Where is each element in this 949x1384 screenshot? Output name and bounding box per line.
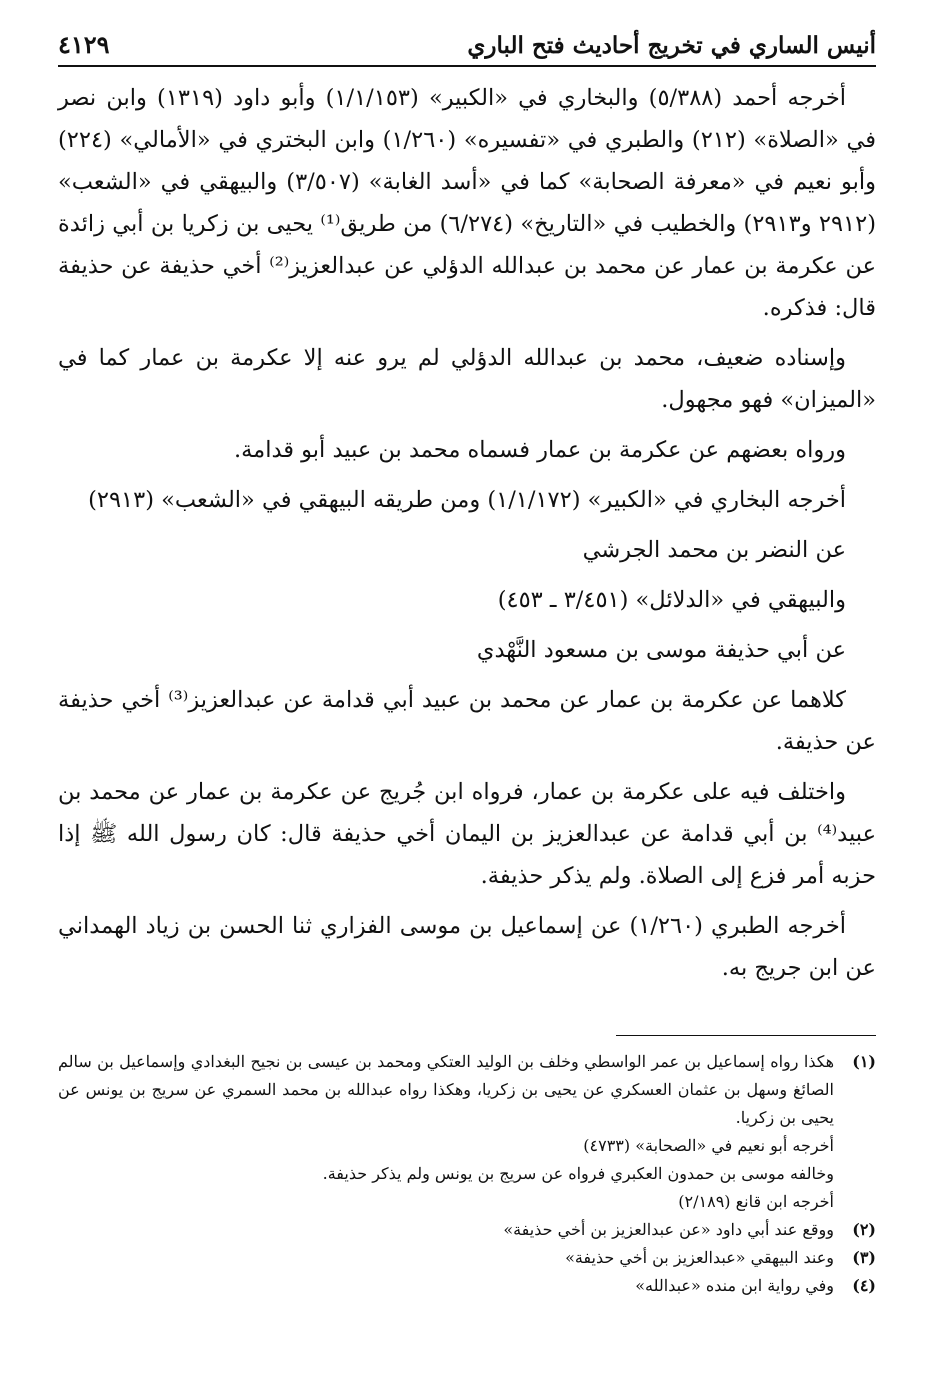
footnote-1 (58, 1048, 876, 1216)
paragraph-bukhari-kabir: أخرجه البخاري في «الكبير» (١/١/١٧٢) ومن طريقه البيهقي في «الشعب» (٢٩١٣) (88, 487, 846, 513)
page-number: ٤١٢٩ (58, 30, 110, 59)
footnote-number: (٢) (852, 1220, 876, 1239)
paragraph-kilahuma: كلاهما عن عكرمة بن عمار عن محمد بن عبيد أبي قدامة عن عبدالعزيز⁽³⁾ أخي حذيفة عن حذيفة. (58, 687, 876, 755)
footnote-line: هكذا رواه إسماعيل بن عمر الواسطي وخلف بن الوليد العتكي ومحمد بن عيسى بن نجيح البغدادي وإسماعيل بن سالم الصائغ وسهل بن عثمان العسكري عن يحيى بن زكريا، وهكذا رواه عبدالله بن محمد السمري عن سريج بن يونس عن يحيى بن زكريا. (58, 1052, 834, 1127)
paragraph-bayhaqi-dalail: والبيهقي في «الدلائل» (٣/٤٥١ ـ ٤٥٣) (497, 587, 846, 613)
footnotes (58, 1048, 876, 1300)
paragraph-nadr: عن النضر بن محمد الجرشي (582, 537, 846, 563)
paragraph-tabari: أخرجه الطبري (١/٢٦٠) عن إسماعيل بن موسى الفزاري ثنا الحسن بن زياد الهمداني عن ابن جريج به. (58, 913, 876, 981)
footnote-2 (58, 1216, 876, 1244)
paragraph-abu-hudhayfa: عن أبي حذيفة موسى بن مسعود النَّهْدي (476, 637, 846, 663)
footnote-number: (٣) (852, 1248, 876, 1267)
footnote-divider (616, 1035, 876, 1036)
footnote-3 (58, 1244, 876, 1272)
footnote-line: أخرجه أبو نعيم في «الصحابة» (٤٧٣٣) (583, 1136, 834, 1155)
footnote-line: وخالفه موسى بن حمدون العكبري فرواه عن سريج بن يونس ولم يذكر حذيفة. (322, 1164, 834, 1183)
paragraph-isnad-daif: وإسناده ضعيف، محمد بن عبدالله الدؤلي لم يرو عنه إلا عكرمة بن عمار كما في «الميزان» فهو مجهول. (58, 345, 876, 413)
footnote-line: ووقع عند أبي داود «عن عبدالعزيز بن أخي حذيفة» (503, 1220, 834, 1239)
footnote-number: (٤) (852, 1276, 876, 1295)
footnote-line: وعند البيهقي «عبدالعزيز بن أخي حذيفة» (565, 1248, 834, 1267)
page-header (58, 30, 876, 67)
paragraph-abu-qudama: ورواه بعضهم عن عكرمة بن عمار فسماه محمد بن عبيد أبو قدامة. (233, 437, 846, 463)
running-title: أنيس الساري في تخريج أحاديث فتح الباري (467, 32, 876, 59)
footnote-line: وفي رواية ابن منده «عبدالله» (635, 1276, 834, 1295)
paragraph-ikhtilaf: واختلف فيه على عكرمة بن عمار، فرواه ابن جُريج عن عكرمة بن عمار عن محمد بن عبيد⁽⁴⁾ بن أبي قدامة عن عبدالعزيز بن اليمان أخي حذيفة قال: كان رسول الله ﷺ إذا حزبه أمر فزع إلى الصلاة. ولم يذكر حذيفة. (58, 779, 876, 889)
paragraph-takhrij-ahmad: أخرجه أحمد (٥/٣٨٨) والبخاري في «الكبير» (١/١/١٥٣) وأبو داود (١٣١٩) وابن نصر في «الصلاة» (٢١٢) والطبري في «تفسيره» (١/٢٦٠) وابن البختري في «الأمالي» (٢٢٤) وأبو نعيم في «معرفة الصحابة» كما في «أسد الغابة» (٣/٥٠٧) والبيهقي في «الشعب» (٢٩١٢ و٢٩١٣) والخطيب في «التاريخ» (٦/٢٧٤) من طريق⁽¹⁾ يحيى بن زكريا بن أبي زائدة عن عكرمة بن عمار عن محمد بن عبدالله الدؤلي عن عبدالعزيز⁽²⁾ أخي حذيفة عن حذيفة قال: فذكره. (58, 85, 876, 321)
footnote-line: أخرجه ابن قانع (٢/١٨٩) (678, 1192, 834, 1211)
main-text (58, 77, 876, 989)
book-page (58, 30, 876, 1300)
footnote-4 (58, 1272, 876, 1300)
footnote-number: (١) (852, 1052, 876, 1071)
